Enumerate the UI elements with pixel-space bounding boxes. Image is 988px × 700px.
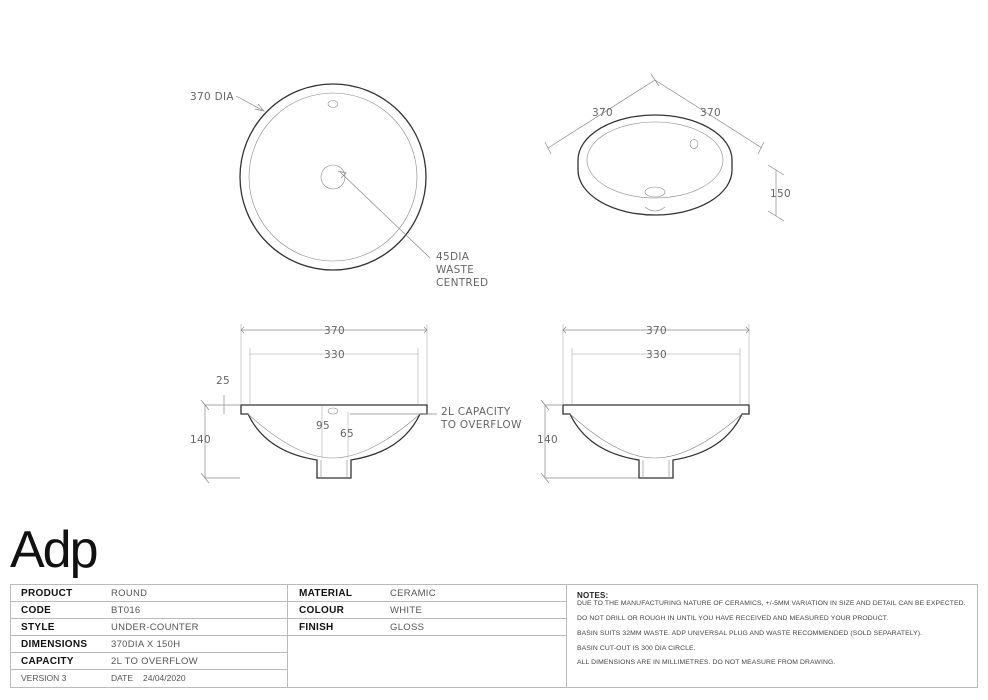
iso-overflow-hole <box>690 140 698 149</box>
note-line: BASIN SUITS 32MM WASTE. ADP UNIVERSAL PLUG AND WASTE RECOMMENDED (SOLD SEPARATELY). <box>577 630 923 637</box>
diameter-label: 370 DIA <box>190 91 234 103</box>
iso-width-left: 370 <box>592 107 613 119</box>
front-section <box>190 324 522 483</box>
basin-inner-bowl <box>249 93 417 261</box>
iso-width-right: 370 <box>700 107 721 119</box>
spec-row-colour: COLOUR WHITE <box>287 602 566 619</box>
side-section <box>537 324 749 483</box>
note-line: DUE TO THE MANUFACTURING NATURE OF CERAMICS, +/-5MM VARIATION IN SIZE AND DETAIL CAN BE EXPECTED. <box>577 600 966 607</box>
capacity-label-2: TO OVERFLOW <box>441 419 522 431</box>
front-height: 140 <box>190 434 211 446</box>
notes-title: NOTES: <box>577 591 609 600</box>
front-basin-profile <box>241 405 427 478</box>
brand-logo: Adp <box>10 521 97 579</box>
date-label: DATE <box>111 673 134 683</box>
spec-table <box>10 584 978 688</box>
waste-label-2: WASTE <box>436 264 475 276</box>
spec-row-code: CODE BT016 <box>11 602 287 619</box>
front-overflow-offset: 65 <box>340 428 354 440</box>
iso-bowl-outline <box>578 115 732 215</box>
version-label: VERSION 3 <box>21 673 67 683</box>
top-view <box>190 84 488 289</box>
note-line: DO NOT DRILL OR ROUGH IN UNTIL YOU HAVE RECEIVED AND MEASURED YOUR PRODUCT. <box>577 615 889 622</box>
iso-height: 150 <box>770 188 791 200</box>
side-overall-width: 370 <box>646 325 667 337</box>
spec-row-material: MATERIAL CERAMIC <box>287 585 566 602</box>
capacity-label-1: 2L CAPACITY <box>441 406 511 418</box>
spec-row-finish: FINISH GLOSS <box>287 619 566 636</box>
spec-row-capacity: CAPACITY 2L TO OVERFLOW <box>11 653 287 670</box>
iso-view <box>545 74 791 221</box>
front-overflow-depth: 95 <box>316 420 330 432</box>
side-basin-profile <box>563 405 749 478</box>
basin-outer-rim <box>240 84 426 270</box>
note-line: ALL DIMENSIONS ARE IN MILLIMETRES. DO NOT MEASURE FROM DRAWING. <box>577 659 836 666</box>
front-overall-width: 370 <box>324 325 345 337</box>
spec-row-style: STYLE UNDER-COUNTER <box>11 619 287 636</box>
spec-row-dimensions: DIMENSIONS 370DIA X 150H <box>11 636 287 653</box>
date-value: 24/04/2020 <box>143 673 186 683</box>
waste-label-3: CENTRED <box>436 277 489 289</box>
waste-hole <box>321 165 345 189</box>
waste-label-1: 45DIA <box>436 251 470 263</box>
spec-row-product: PRODUCT ROUND <box>11 585 287 602</box>
iso-rim <box>587 122 723 198</box>
side-height: 140 <box>537 434 558 446</box>
note-line: BASIN CUT-OUT IS 300 DIA CIRCLE. <box>577 645 696 652</box>
overflow-hole <box>328 101 338 108</box>
iso-waste-hole <box>645 187 665 197</box>
front-rim: 25 <box>216 375 230 387</box>
side-inner-width: 330 <box>646 349 667 361</box>
front-inner-width: 330 <box>324 349 345 361</box>
